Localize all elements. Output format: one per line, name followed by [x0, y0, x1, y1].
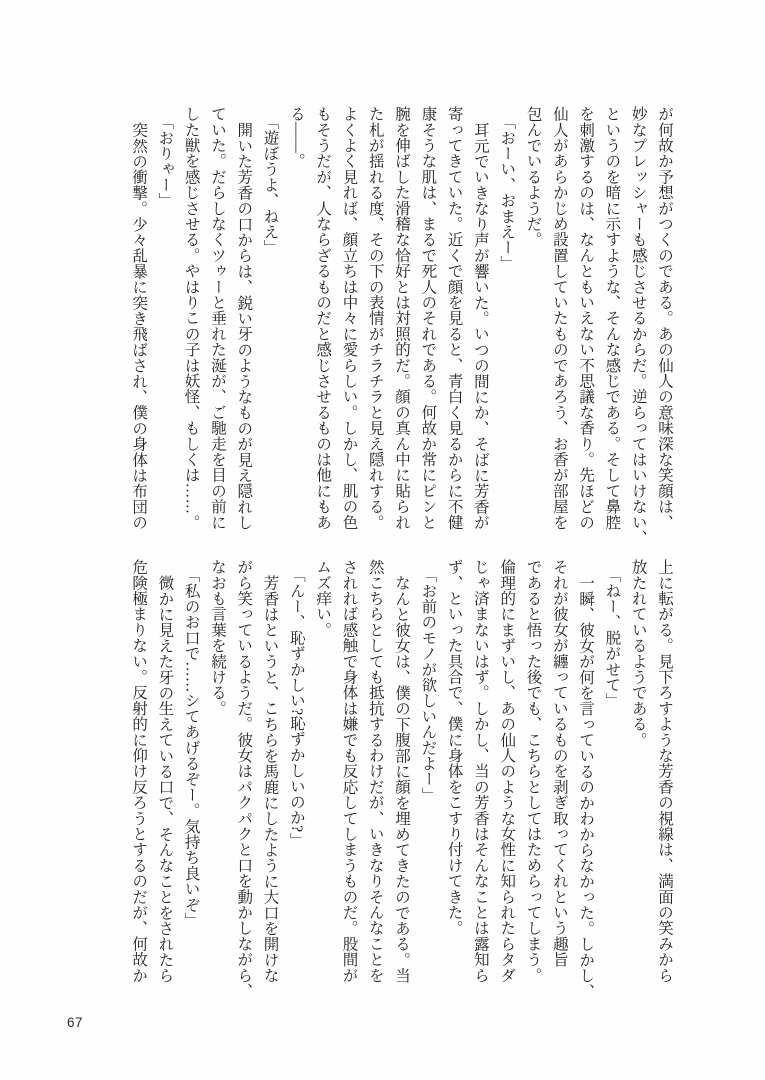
- text-line: 芳香はというと、こちらを馬鹿にしたように大口を開けな: [261, 575, 279, 984]
- text-line: 上に転がる。見下ろすような芳香の視線は、満面の笑みから: [656, 559, 673, 983]
- text-line: がら笑っているようだ。彼女はパクパクと口を動かしながら、: [235, 559, 253, 999]
- text-line: というのを暗に示すような、そんな感じである。そして鼻腔: [603, 106, 621, 530]
- text-line: 「おりゃー」: [156, 114, 174, 209]
- text-line: 耳元でいきなり声が響いた。いつの間にか、そばに芳香が: [471, 122, 489, 531]
- text-line: 仙人があらかじめ設置していたものであろう、お香が部屋を: [550, 106, 568, 530]
- text-line: る――。: [287, 106, 305, 169]
- text-line: ず、といった具合で、僕に身体をこすり付けてきた。: [445, 559, 463, 936]
- text-line: なおも言葉を続ける。: [208, 559, 226, 716]
- text-line: もそうだが、人ならざるものだと感じさせるものは他にもあ: [314, 106, 332, 530]
- page-number: 67: [67, 1015, 84, 1030]
- text-line: 「私のお口で……シてあげるぞー。気持ち良いぞ」: [182, 567, 200, 929]
- text-line: 「おーい、おまえー」: [498, 114, 516, 271]
- text-block-lower: [125, 559, 677, 999]
- text-line: 然こちらとしても抵抗するわけだが、いきなりそんなことを: [366, 559, 384, 983]
- text-line: 腕を伸ばした滑稽な恰好とは対照的だ。顔の真ん中に貼られ: [393, 106, 411, 530]
- text-line: なんと彼女は、僕の下腹部に顔を埋めてきたのである。当: [393, 575, 411, 984]
- text-line: 「遊ぼうよ、ねえ」: [261, 114, 279, 256]
- text-line: 康そうな肌は、まるで死人のそれである。何故か常にピンと: [419, 106, 437, 530]
- text-line: されれば感触で身体は嫌でも反応してしまうものだ。股間が: [340, 559, 358, 983]
- text-line: が何故か予想がつくのである。あの仙人の意味深な笑顔は、: [656, 106, 673, 530]
- text-line: じゃ済まないはず。しかし、当の芳香はそんなことは露知ら: [471, 559, 489, 983]
- text-line: 倫理的にまずいし、あの仙人のような女性に知られたらタダ: [498, 559, 516, 983]
- text-line: 開いた芳香の口からは、鋭い牙のようなものが見え隠れし: [235, 122, 253, 531]
- text-line: 「お前のモノが欲しいんだよー」: [419, 567, 437, 803]
- text-line: ていた。だらしなくツゥーと垂れた涎が、ご馳走を目の前に: [208, 106, 226, 530]
- text-line: 妙なプレッシャーも感じさせるからだ。逆らってはいけない、: [629, 106, 647, 546]
- text-line: 放たれているようである。: [629, 559, 647, 748]
- text-line: 「んー、恥ずかしい?恥ずかしいのか?」: [287, 567, 305, 849]
- text-line: 包んでいるようだ。: [524, 106, 542, 248]
- text-line: した獣を感じさせる。やはりこの子は妖怪、もしくは……。: [182, 106, 200, 530]
- text-line: 寄ってきていた。近くで顔を見ると、青白く見るからに不健: [445, 106, 463, 530]
- text-line: 微かに見えた牙の生えている口で、そんなことをされたら: [156, 575, 174, 984]
- text-line: 危険極まりない。反射的に仰け反ろうとするのだが、何故か: [130, 559, 148, 983]
- text-block-upper: [125, 106, 677, 546]
- text-line: それが彼女が纏っているものを剥ぎ取ってくれという趣旨: [550, 559, 568, 968]
- text-line: 「ねー、脱がせて」: [603, 567, 621, 709]
- text-line: ムズ痒い。: [314, 559, 332, 638]
- text-line: であると悟った後でも、こちらとしてはためらってしまう。: [524, 559, 542, 983]
- text-line: た札が揺れる度、その下の表情がチラチラと見え隠れする。: [366, 106, 384, 530]
- text-line: よくよく見れば、顔立ちは中々に愛らしい。しかし、肌の色: [340, 106, 358, 530]
- text-line: を刺激するのは、なんともいえない不思議な香り。先ほどの: [577, 106, 595, 530]
- text-line: 突然の衝撃。少々乱暴に突き飛ばされ、僕の身体は布団の: [130, 122, 148, 531]
- text-line: 一瞬、彼女が何を言っているのかわからなかった。しかし、: [577, 575, 595, 999]
